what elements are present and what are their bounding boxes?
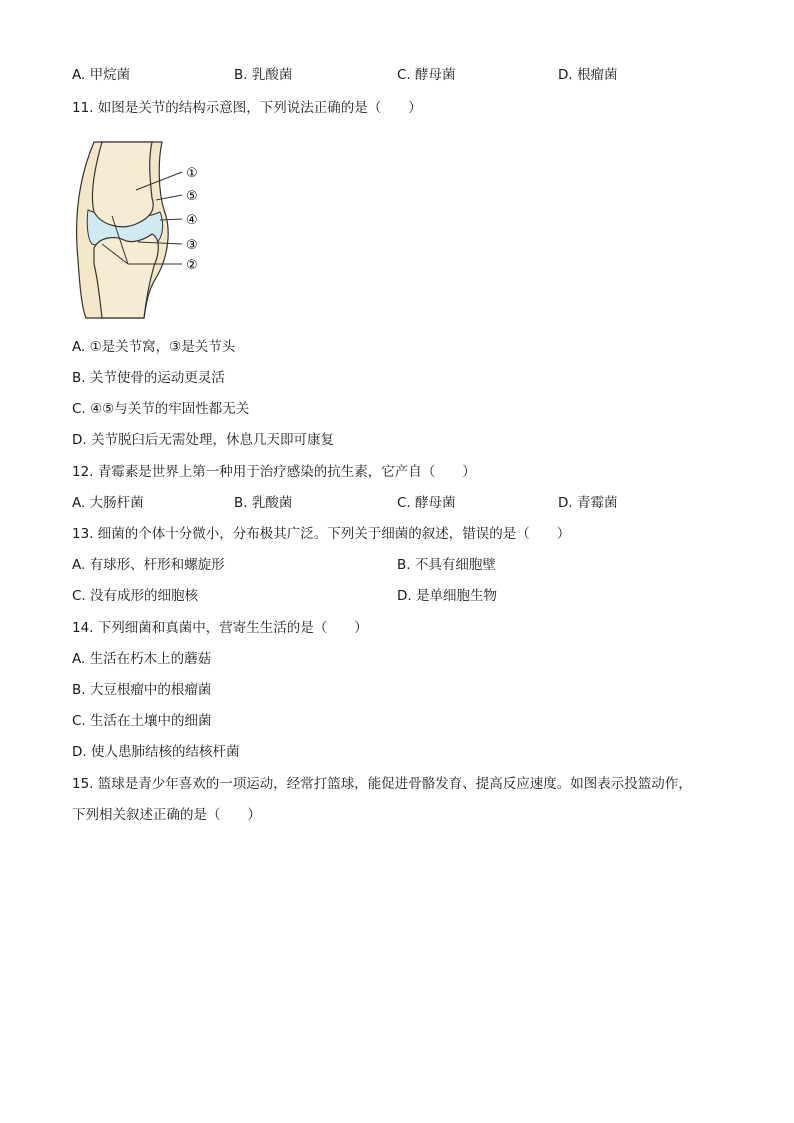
q13-stem: 13. 细菌的个体十分微小，分布极其广泛。下列关于细菌的叙述，错误的是（ ） <box>72 526 571 542</box>
q11-option-c: C. ④⑤与关节的牢固性都无关 <box>72 401 250 417</box>
option-d: D. 是单细胞生物 <box>397 588 497 604</box>
q11-option-b: B. 关节使骨的运动更灵活 <box>72 370 225 386</box>
q14-option-a: A. 生活在朽木上的蘑菇 <box>72 651 212 667</box>
q13-options-row1 <box>72 556 722 574</box>
q11-option-a: A. ①是关节窝，③是关节头 <box>72 339 236 355</box>
option-d: D. 青霉菌 <box>558 495 618 511</box>
option-b: B. 不具有细胞壁 <box>397 557 496 573</box>
option-c: C. 没有成形的细胞核 <box>72 588 199 604</box>
option-b: B. 乳酸菌 <box>234 495 293 511</box>
q11-option-d: D. 关节脱臼后无需处理，休息几天即可康复 <box>72 432 334 448</box>
q12-stem: 12. 青霉素是世界上第一种用于治疗感染的抗生素，它产自（ ） <box>72 464 476 480</box>
q11-stem: 11. 如图是关节的结构示意图，下列说法正确的是（ ） <box>72 100 422 116</box>
option-c: C. 酵母菌 <box>397 67 456 83</box>
q14-option-d: D. 使人患肺结核的结核杆菌 <box>72 744 240 760</box>
q10-options <box>72 66 722 84</box>
label-1: ① <box>186 166 198 181</box>
option-d: D. 根瘤菌 <box>558 67 618 83</box>
q15-stem-line2: 下列相关叙述正确的是（ ） <box>72 807 261 823</box>
upper-bone <box>92 142 153 227</box>
q13-options-row2 <box>72 587 722 605</box>
option-c: C. 酵母菌 <box>397 495 456 511</box>
joint-diagram <box>72 140 222 320</box>
label-2: ② <box>186 258 198 273</box>
option-a: A. 大肠杆菌 <box>72 495 144 511</box>
lower-bone <box>94 234 158 318</box>
joint-diagram-svg <box>72 140 222 320</box>
q15-stem-line1: 15. 篮球是青少年喜欢的一项运动，经常打篮球，能促进骨骼发育、提高反应速度。如图表示投篮动作， <box>72 776 692 792</box>
q14-option-b: B. 大豆根瘤中的根瘤菌 <box>72 682 212 698</box>
option-a: A. 甲烷菌 <box>72 67 131 83</box>
label-5: ⑤ <box>186 189 198 204</box>
option-a: A. 有球形、杆形和螺旋形 <box>72 557 225 573</box>
q14-option-c: C. 生活在土壤中的细菌 <box>72 713 212 729</box>
q14-stem: 14. 下列细菌和真菌中，营寄生生活的是（ ） <box>72 620 368 636</box>
option-b: B. 乳酸菌 <box>234 67 293 83</box>
q12-options <box>72 494 722 512</box>
label-4: ④ <box>186 213 198 228</box>
label-3: ③ <box>186 238 198 253</box>
